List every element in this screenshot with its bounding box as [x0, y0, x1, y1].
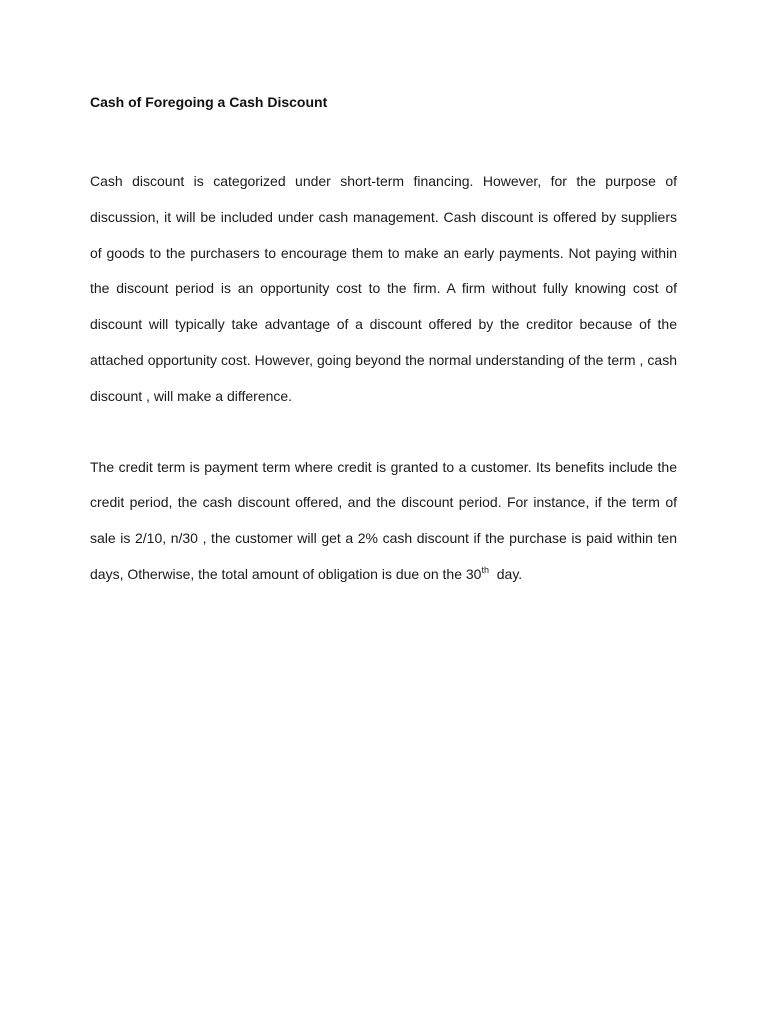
- paragraph-cash-discount: Cash discount is categorized under short-term financing. However, for the purpose of discussion, it will be included under cash management. Cash discount is offered by suppliers of goods to the purchasers to encourage them to make an early payments. Not paying within the discount period is an opportunity cost to the firm. A firm without fully knowing cost of discount will typically take advantage of a discount offered by the creditor because of the attached opportunity cost. However, going beyond the normal understanding of the term , cash discount , will make a difference.: [90, 173, 677, 404]
- document-title: Cash of Foregoing a Cash Discount: [90, 94, 328, 110]
- paragraph-credit-term-tail: day.: [488, 565, 523, 582]
- paragraph-credit-term-text: The credit term is payment term where credit is granted to a customer. Its benefits include the credit period, the cash discount offered, and the discount period. For instance, if the term of sale is 2/10, n/30 , the customer will get a 2% cash discount if the purchase is paid within ten days, Otherwise, the total amount of obligation is due on the 30: [90, 458, 677, 582]
- paragraph-credit-term: [90, 450, 677, 593]
- ordinal-suffix: th: [481, 564, 489, 575]
- document-body: [90, 92, 677, 593]
